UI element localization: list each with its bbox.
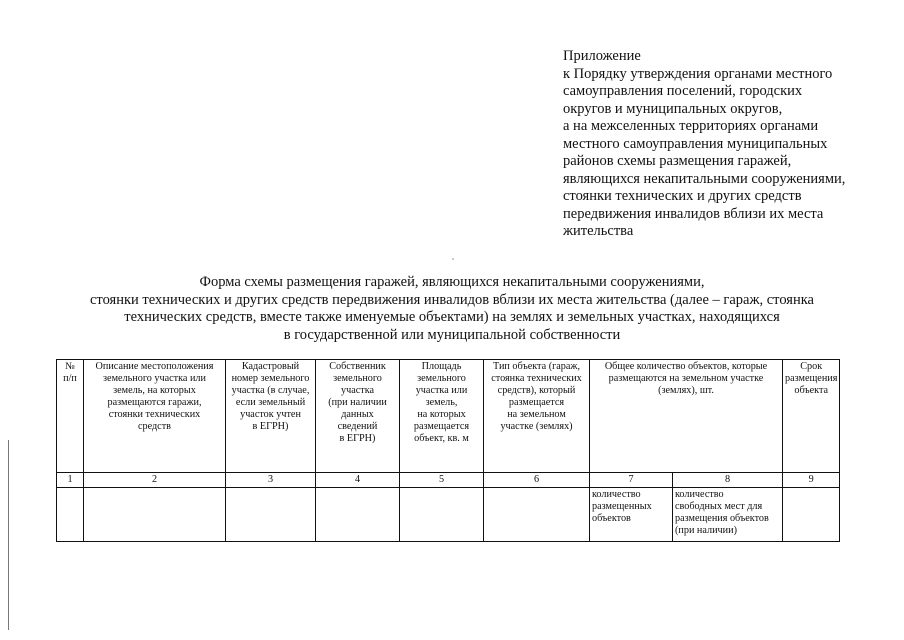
form-title-line: технических средств, вместе также именуемые объектами) на землях и земельных участках, находящихся xyxy=(124,309,780,325)
column-number: 8 xyxy=(673,473,783,488)
column-number: 5 xyxy=(400,473,484,488)
scan-edge-line xyxy=(8,440,9,630)
empty-cell xyxy=(400,488,484,542)
column-number: 2 xyxy=(84,473,226,488)
form-title-line: Форма схемы размещения гаражей, являющихся некапитальными сооружениями, xyxy=(199,274,705,290)
col-term-header: Срок размещения объекта xyxy=(783,360,840,473)
appendix-line: стоянки технических и других средств xyxy=(563,188,802,204)
appendix-line: а на межселенных территориях органами xyxy=(563,118,819,134)
empty-cell xyxy=(484,488,590,542)
appendix-line: к Порядку утверждения органами местного xyxy=(563,65,833,82)
col-area-header: Площадь земельного участка или земель, на которых размещается объект, кв. м xyxy=(400,360,484,473)
scan-speck xyxy=(452,258,454,260)
column-number: 7 xyxy=(590,473,673,488)
col-owner-header: Собственник земельного участка (при наличии данных сведений в ЕГРН) xyxy=(316,360,400,473)
col-location-header: Описание местоположения земельного участка или земель, на которых размещаются гаражи, стоянки технических средств xyxy=(84,360,226,473)
empty-cell xyxy=(783,488,840,542)
appendix-line: округов и муниципальных округов, xyxy=(563,100,783,117)
data-row xyxy=(57,488,840,542)
placement-scheme-table xyxy=(56,359,840,542)
appendix-line: самоуправления поселений, городских xyxy=(563,83,803,99)
column-number: 1 xyxy=(57,473,84,488)
header-row xyxy=(57,360,840,473)
column-number: 3 xyxy=(226,473,316,488)
column-number: 4 xyxy=(316,473,400,488)
placed-objects-subheader: количество размещенных объектов xyxy=(590,488,673,542)
column-number-row xyxy=(57,473,840,488)
form-title xyxy=(40,274,864,344)
appendix-block xyxy=(563,48,883,241)
empty-cell xyxy=(57,488,84,542)
empty-cell xyxy=(316,488,400,542)
appendix-line: местного самоуправления муниципальных xyxy=(563,135,828,152)
column-number: 6 xyxy=(484,473,590,488)
free-places-subheader: количество свободных мест для размещения объектов (при наличии) xyxy=(673,488,783,542)
appendix-line: Приложение xyxy=(563,48,641,64)
appendix-line: передвижения инвалидов вблизи их места xyxy=(563,205,824,222)
appendix-line: районов схемы размещения гаражей, xyxy=(563,153,792,169)
empty-cell xyxy=(84,488,226,542)
empty-cell xyxy=(226,488,316,542)
col-total-objects-header: Общее количество объектов, которые размещаются на земельном участке (землях), шт. xyxy=(590,360,783,473)
form-title-line: стоянки технических и других средств передвижения инвалидов вблизи их места жительства (далее – гараж, стоянка xyxy=(89,291,814,308)
appendix-line: являющихся некапитальными сооружениями, xyxy=(563,170,846,187)
form-title-line: в государственной или муниципальной собственности xyxy=(283,326,621,343)
col-cadastral-header: Кадастровый номер земельного участка (в случае, если земельный участок учтен в ЕГРН) xyxy=(226,360,316,473)
col-object-type-header: Тип объекта (гараж, стоянка технических средств), который размещается на земельном участке (землях) xyxy=(484,360,590,473)
column-number: 9 xyxy=(783,473,840,488)
col-number-header: № п/п xyxy=(57,360,84,473)
appendix-line: жительства xyxy=(563,223,634,239)
